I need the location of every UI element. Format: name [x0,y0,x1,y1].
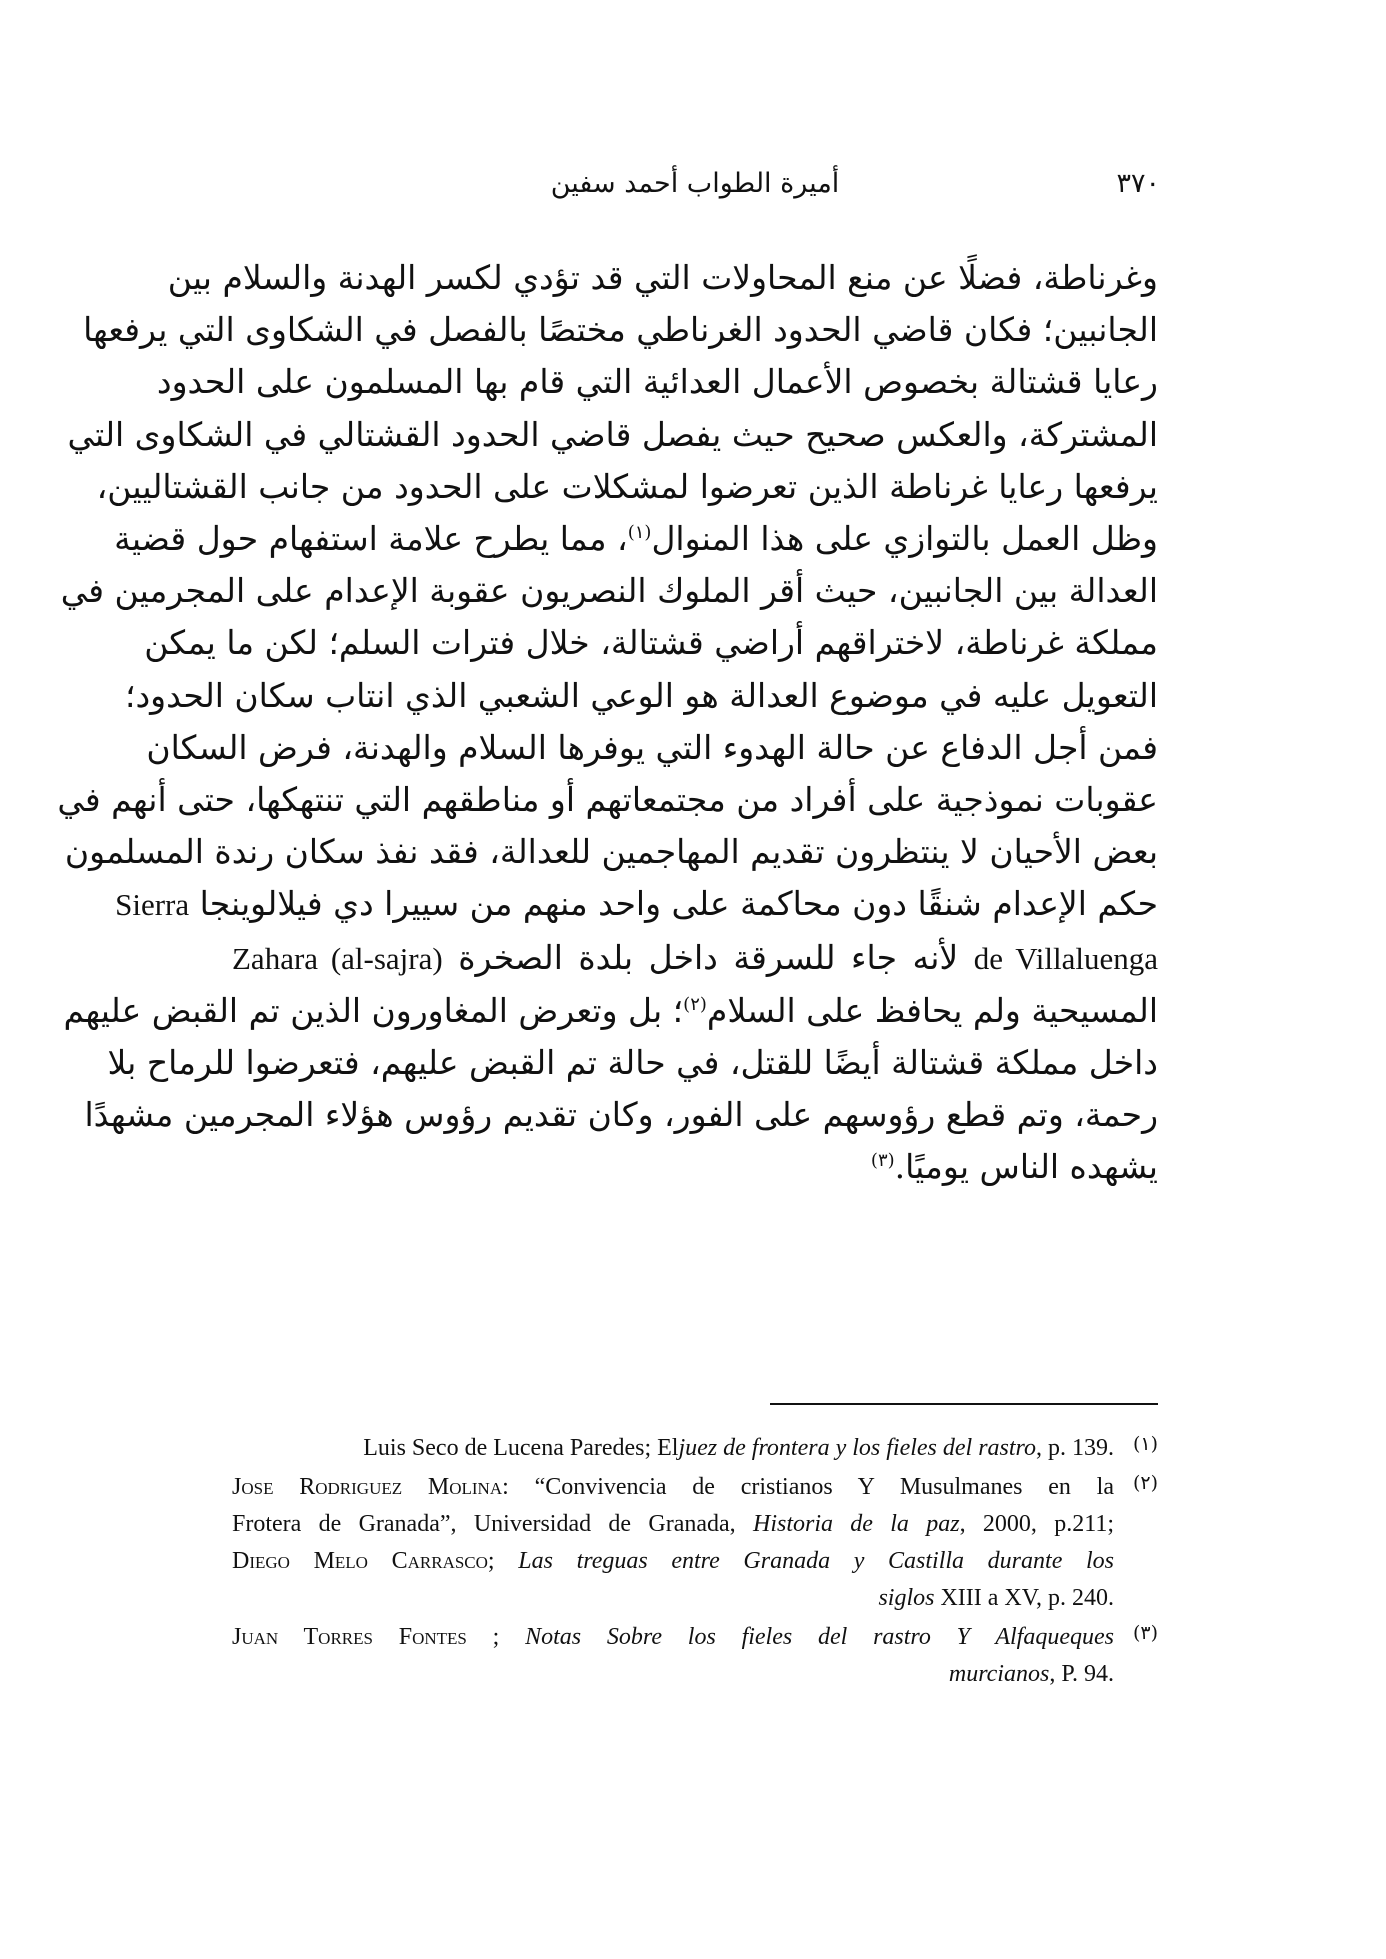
footnote-author: Diego Melo Carrasco [232,1548,488,1574]
footnote-text: ; [487,1548,519,1574]
footnote-text: ; [466,1624,526,1650]
text-line [115,878,1158,931]
text-line-content: المسيحية ولم يحافظ على السلام [706,990,1158,1030]
footnote-number: (٢) [1132,1472,1158,1494]
text-line [96,461,1158,513]
latin-term: Sierra [115,887,190,923]
text-line [124,670,1158,722]
text-line-content: لأنه جاء للسرقة داخل بلدة الصخرة [458,937,959,977]
text-line [114,513,1158,565]
text-line [144,617,1158,669]
text-line-content: فمن أجل الدفاع عن حالة الهدوء التي يوفرها السلام والهدنة، فرض السكان [146,727,1158,767]
footnote-separator [770,1403,1158,1405]
text-line [57,774,1158,826]
footnote-line [232,1543,1114,1580]
footnote-2 [232,1469,1158,1617]
text-line-content: يشهده الناس يوميًا. [894,1147,1158,1187]
text-line-content: يرفعها رعايا غرناطة الذين تعرضوا لمشكلات على الحدود من جانب القشتاليين، [96,466,1158,506]
running-title: أميرة الطواب أحمد سفين [550,168,840,199]
text-line-content: رحمة، وتم قطع رؤوسهم على الفور، وكان تقديم رؤوس هؤلاء المجرمين مشهدًا [84,1095,1158,1135]
footnote-title: siglos [878,1585,935,1611]
text-line [232,932,1158,985]
footnote-text: Luis Seco de Lucena Paredes; El [363,1435,679,1461]
footnotes [232,1430,1158,1695]
text-line-content: داخل مملكة قشتالة أيضًا للقتل، في حالة تم القبض عليهم، فتعرضوا للرماح بلا [107,1043,1158,1083]
text-line-content: رعايا قشتالة بخصوص الأعمال العدائية التي قام بها المسلمون على الحدود [156,362,1158,402]
text-line [63,985,1158,1037]
footnote-text: , 2000, p.211; [959,1511,1114,1537]
footnote-title: Historia de la paz [752,1511,960,1537]
text-line-content: وغرناطة، فضلًا عن منع المحاولات التي قد تؤدي لكسر الهدنة والسلام بين [167,258,1158,297]
text-line-content: العدالة بين الجانبين، حيث أقر الملوك النصريون عقوبة الإعدام على المجرمين في [60,571,1158,611]
text-line-content: المشتركة، والعكس صحيح حيث يفصل قاضي الحدود القشتالي في الشكاوى التي [67,414,1158,454]
text-line-content: مملكة غرناطة، لاختراقهم أراضي قشتالة، خلال فترات السلم؛ لكن ما يمكن [144,623,1158,663]
footnote-line [232,1430,1114,1467]
footnote-author: Jose Rodriguez Molina [232,1474,503,1500]
footnote-line [232,1506,1114,1543]
footnote-number: (١) [1132,1433,1158,1455]
text-line-content: بعض الأحيان لا ينتظرون تقديم المهاجمين للعدالة، فقد نفذ سكان رندة المسلمون [64,832,1158,872]
footnote-title: Las treguas entre Granada y Castilla durante los [518,1548,1114,1574]
footnote-text: XIII a XV, p. 240. [934,1585,1114,1611]
footnote-1 [232,1430,1158,1467]
footnote-title: juez de frontera y los fieles del rastro [678,1435,1036,1461]
text-line-content: ، مما يطرح علامة استفهام حول قضية [114,519,628,559]
footnote-text: : “Convivencia de cristianos Y Musulmanes en la [502,1474,1115,1500]
footnote-ref[interactable]: (٢) [683,993,707,1015]
text-line-content: الجانبين؛ فكان قاضي الحدود الغرناطي مختصًا بالفصل في الشكاوى التي يرفعها [83,310,1158,350]
footnote-ref[interactable]: (٣) [870,1150,895,1172]
text-line-content: حكم الإعدام شنقًا دون محاكمة على واحد منهم من سييرا دي فيلالوينجا [199,884,1158,924]
text-line [67,409,1158,461]
text-line [107,1037,1158,1089]
footnote-line [232,1619,1114,1656]
text-line [156,356,1158,408]
footnote-line [232,1469,1114,1506]
footnote-line [232,1580,1114,1617]
text-line [167,252,1158,304]
footnote-text: , p. 139. [1036,1435,1114,1461]
footnote-author: Juan Torres Fontes [232,1624,467,1650]
text-line [60,565,1158,617]
main-text [57,252,1158,1194]
latin-term: de Villaluenga [973,940,1158,976]
latin-term: Zahara (al-sajra) [232,940,443,976]
text-line-content: ؛ بل وتعرض المغاورون الذين تم القبض عليهم [63,990,684,1030]
text-line [84,1089,1158,1141]
footnote-line [232,1656,1114,1693]
footnote-text: Frotera de Granada”, Universidad de Granada, [232,1511,736,1537]
text-line-content: عقوبات نموذجية على أفراد من مجتمعاتهم أو مناطقهم التي تنتهكها، حتى أنهم في [57,780,1158,820]
footnote-number: (٣) [1132,1622,1158,1644]
text-line-content: التعويل عليه في موضوع العدالة هو الوعي الشعبي الذي انتاب سكان الحدود؛ [124,675,1158,715]
footnote-title: murcianos [948,1661,1050,1687]
footnote-text: , P. 94. [1049,1661,1114,1687]
text-line [64,826,1158,878]
text-line [232,1141,1158,1193]
page-header [230,168,1160,208]
footnote-3 [232,1619,1158,1693]
footnote-title: Notas Sobre los fieles del rastro Y Alfaqueques [525,1624,1114,1650]
footnote-ref[interactable]: (١) [627,522,652,544]
text-line [83,304,1158,356]
text-line [146,722,1158,774]
text-line-content: وظل العمل بالتوازي على هذا المنوال [651,519,1158,559]
page-number: ٣٧٠ [1116,168,1160,199]
